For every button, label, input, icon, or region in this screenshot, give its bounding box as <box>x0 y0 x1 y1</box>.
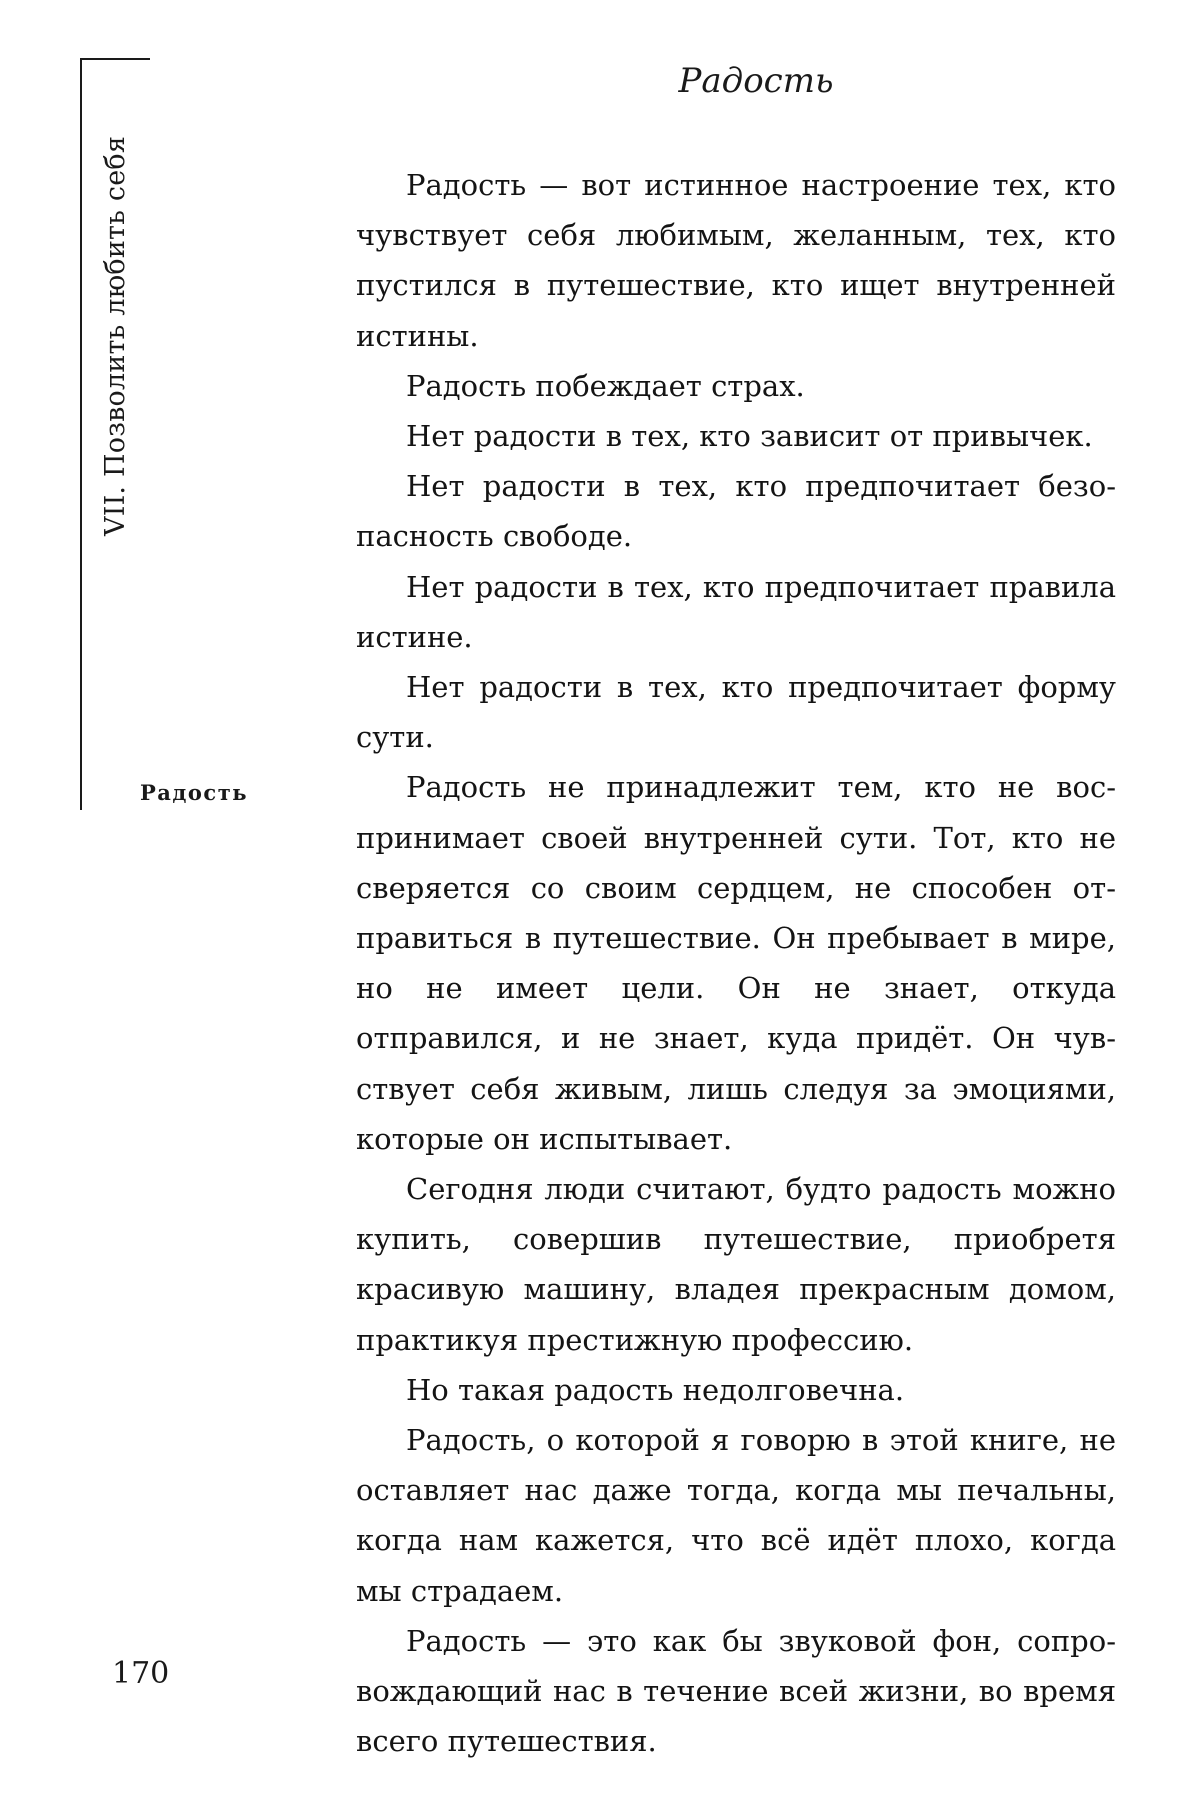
paragraph: Радость побеждает страх. <box>406 368 805 403</box>
chapter-tab-rule <box>80 58 82 810</box>
chapter-tab-top-rule <box>80 58 150 60</box>
paragraph: Радость — вот истинное настроение тех, кто чувствует себя любимым, желанным, тех, кто пустился в путешествие, кто ищет внутренней истины. <box>356 168 1116 353</box>
section-title: Радость <box>678 61 834 101</box>
paragraph: Сегодня люди считают, будто радость можно купить, совершив путешествие, приобретя красивую машину, владея прекрасным домом, практикуя престижную профессию. <box>356 1172 1116 1357</box>
paragraph: Нет радости в тех, кто предпочитает безопасность свободе. <box>356 469 1116 554</box>
running-section-title: Радость <box>140 780 248 805</box>
text-column <box>356 60 1116 1767</box>
paragraph: Радость — это как бы звуковой фон, сопровождающий нас в течение всей жизни, во время всего путешествия. <box>356 1623 1116 1759</box>
paragraph: Но такая радость недолговечна. <box>406 1372 905 1407</box>
paragraph: Нет радости в тех, кто зависит от привычек. <box>406 419 1093 454</box>
paragraph: Нет радости в тех, кто предпочитает форму сути. <box>356 670 1116 755</box>
paragraph: Радость не принадлежит тем, кто не воспринимает своей внутренней сути. Тот, кто не сверяется со своим сердцем, не способен отправиться в путешествие. Он пребывает в мире, но не имеет цели. Он не знает, откуда отправился, и не знает, куда придёт. Он чувствует себя живым, лишь следуя за эмоциями, которые он испытывает. <box>356 770 1116 1156</box>
paragraph: Нет радости в тех, кто предпочитает правила истине. <box>356 569 1116 654</box>
running-chapter-title: VII. Позволить любить себя <box>100 135 131 536</box>
paragraph: Радость, о которой я говорю в этой книге, не оставляет нас даже тогда, когда мы печальны, когда нам кажется, что всё идёт плохо, когда мы страдаем. <box>356 1423 1116 1608</box>
page-number: 170 <box>112 1656 170 1691</box>
